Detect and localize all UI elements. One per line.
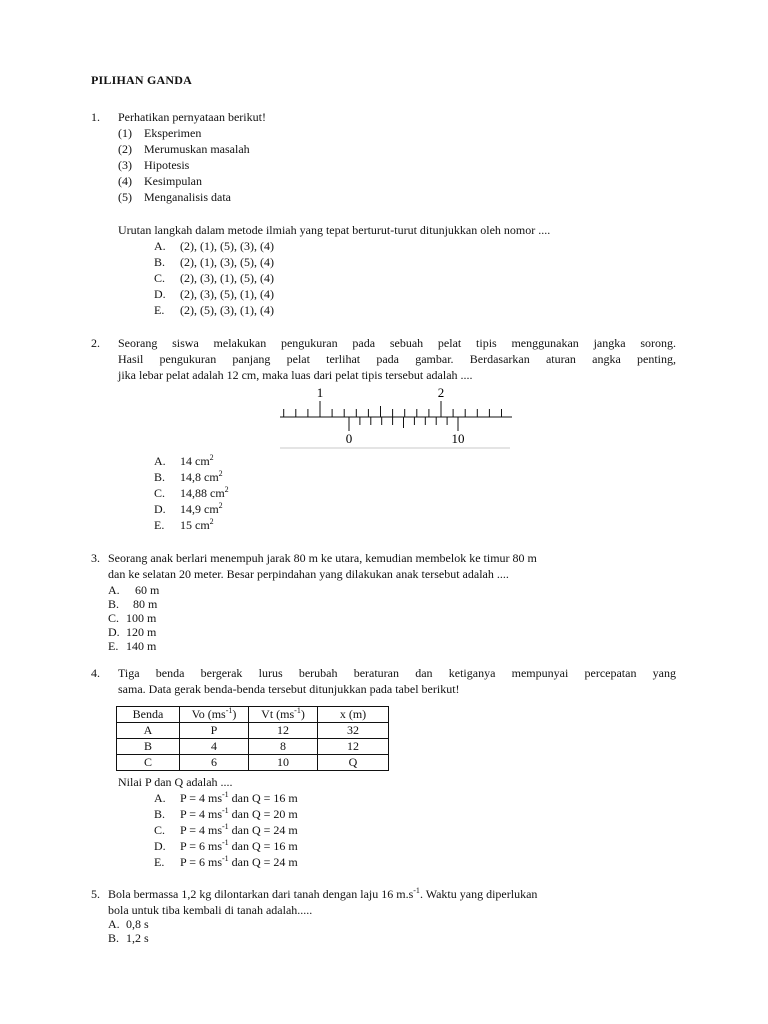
question-number: 2. (91, 336, 100, 350)
main-scale-label-2: 2 (437, 385, 445, 400)
vernier-scale-ticks (349, 417, 458, 431)
table-cell: P (180, 723, 249, 739)
table-cell: 4 (180, 739, 249, 755)
question-line: jika lebar pelat adalah 12 cm, maka luas dari pelat tipis tersebut adalah .... (118, 368, 473, 382)
table-row (117, 739, 389, 755)
statement-number: (2) (118, 142, 132, 156)
option-text: 1,2 s (126, 931, 149, 945)
question-text: Urutan langkah dalam metode ilmiah yang tepat berturut-turut ditunjukkan oleh nomor .... (118, 223, 551, 237)
option-text: P = 4 $ms^{-1}$ dan Q = 20 m (180, 806, 298, 821)
option-text: P = 4 $ms^{-1}$ dan Q = 24 m (180, 822, 298, 837)
option-letter: D. (154, 287, 166, 301)
statement-number: (3) (118, 158, 132, 172)
table-cell: 8 (249, 739, 318, 755)
question-line: bola untuk tiba kembali di tanah adalah..... (108, 903, 313, 917)
statement-text: Eksperimen (144, 126, 202, 140)
option-letter: D. (108, 625, 120, 639)
table-header-row (117, 707, 389, 723)
question-text: Nilai P dan Q adalah .... (118, 775, 233, 789)
option-text: 80 m (133, 597, 158, 611)
option-text: P = 4 $ms^{-1}$ dan Q = 16 m (180, 790, 298, 805)
option-text: (2), (1), (3), (5), (4) (180, 255, 274, 269)
option-letter: A. (154, 454, 166, 468)
table-row (117, 723, 389, 739)
option-text: (2), (1), (5), (3), (4) (180, 239, 274, 253)
option-text: (2), (5), (3), (1), (4) (180, 303, 274, 317)
option-letter: B. (154, 470, 166, 484)
option-letter: C. (154, 271, 166, 285)
table-header-cell: Vo $(ms^{-1})$ (180, 707, 249, 723)
main-scale-ticks (284, 401, 502, 417)
option-letter: B. (154, 255, 166, 269)
option-text: 14,8 $cm^2$ (180, 469, 223, 484)
option-letter: A. (108, 917, 120, 931)
question-number: 3. (91, 551, 100, 565)
option-letter: A. (154, 239, 166, 253)
table-cell: 10 (249, 755, 318, 771)
option-text: 60 m (135, 583, 160, 597)
vernier-caliper-figure (276, 384, 516, 452)
option-letter: E. (154, 518, 165, 532)
option-text: 100 m (126, 611, 157, 625)
option-letter: A. (154, 791, 166, 805)
table-cell: C (117, 755, 180, 771)
option-text: 120 m (126, 625, 157, 639)
main-scale-label-1: 1 (316, 385, 324, 400)
question-line: Bola bermassa 1,2 kg dilontarkan dari tanah dengan laju 16 $m.s^{-1}$. Waktu yang diperlukan (108, 886, 538, 901)
table-cell: 12 (318, 739, 389, 755)
question-line: dan ke selatan 20 meter. Besar perpindahan yang dilakukan anak tersebut adalah .... (108, 567, 509, 581)
statement-text: Menganalisis data (144, 190, 231, 204)
table-cell: B (117, 739, 180, 755)
statement-number: (5) (118, 190, 132, 204)
motion-data-table (116, 706, 389, 771)
question-line: sama. Data gerak benda-benda tersebut ditunjukkan pada tabel berikut! (118, 682, 460, 696)
option-text: 0,8 s (126, 917, 149, 931)
question-line: Tiga benda bergerak lurus berubah beraturan dan ketiganya mempunyai percepatan yang (118, 666, 676, 680)
section-heading: PILIHAN GANDA (91, 73, 192, 87)
option-letter: A. (108, 583, 120, 597)
option-letter: C. (154, 823, 166, 837)
table-header-cell: Benda (117, 707, 180, 723)
option-letter: B. (154, 807, 166, 821)
question-number: 5. (91, 887, 100, 901)
option-letter: B. (108, 931, 120, 945)
vernier-scale-label-10: 10 (451, 431, 465, 446)
table-header-cell: x (m) (318, 707, 389, 723)
question-line: Seorang siswa melakukan pengukuran pada sebuah pelat tipis menggunakan jangka sorong. (118, 336, 676, 350)
statement-text: Merumuskan masalah (144, 142, 250, 156)
table-row (117, 755, 389, 771)
statement-text: Hipotesis (144, 158, 190, 172)
option-letter: B. (108, 597, 120, 611)
statement-number: (1) (118, 126, 132, 140)
option-text: (2), (3), (5), (1), (4) (180, 287, 274, 301)
option-text: 14 $cm^2$ (180, 453, 214, 468)
table-cell: 32 (318, 723, 389, 739)
statement-text: Kesimpulan (144, 174, 202, 188)
table-header-cell: Vt $(ms^{-1})$ (249, 707, 318, 723)
question-line: Hasil pengukuran panjang pelat terlihat pada gambar. Berdasarkan aturan angka penting, (118, 352, 676, 366)
option-text: 15 $cm^2$ (180, 517, 214, 532)
option-letter: D. (154, 502, 166, 516)
vernier-scale-label-0: 0 (345, 431, 353, 446)
option-letter: D. (154, 839, 166, 853)
option-letter: E. (154, 855, 165, 869)
table-cell: A (117, 723, 180, 739)
option-text: 14,9 $cm^2$ (180, 501, 223, 516)
option-text: P = 6 $ms^{-1}$ dan Q = 24 m (180, 854, 298, 869)
option-letter: C. (154, 486, 166, 500)
option-text: 140 m (126, 639, 157, 653)
option-letter: C. (108, 611, 120, 625)
option-text: 14,88 $cm^2$ (180, 485, 229, 500)
table-cell: 12 (249, 723, 318, 739)
table-cell: Q (318, 755, 389, 771)
question-line: Seorang anak berlari menempuh jarak 80 m ke utara, kemudian membelok ke timur 80 m (108, 551, 537, 565)
question-number: 1. (91, 110, 100, 124)
question-number: 4. (91, 666, 100, 680)
option-text: (2), (3), (1), (5), (4) (180, 271, 274, 285)
statement-number: (4) (118, 174, 132, 188)
option-letter: E. (108, 639, 119, 653)
table-cell: 6 (180, 755, 249, 771)
option-letter: E. (154, 303, 165, 317)
option-text: P = 6 $ms^{-1}$ dan Q = 16 m (180, 838, 298, 853)
question-stem: Perhatikan pernyataan berikut! (118, 110, 266, 124)
